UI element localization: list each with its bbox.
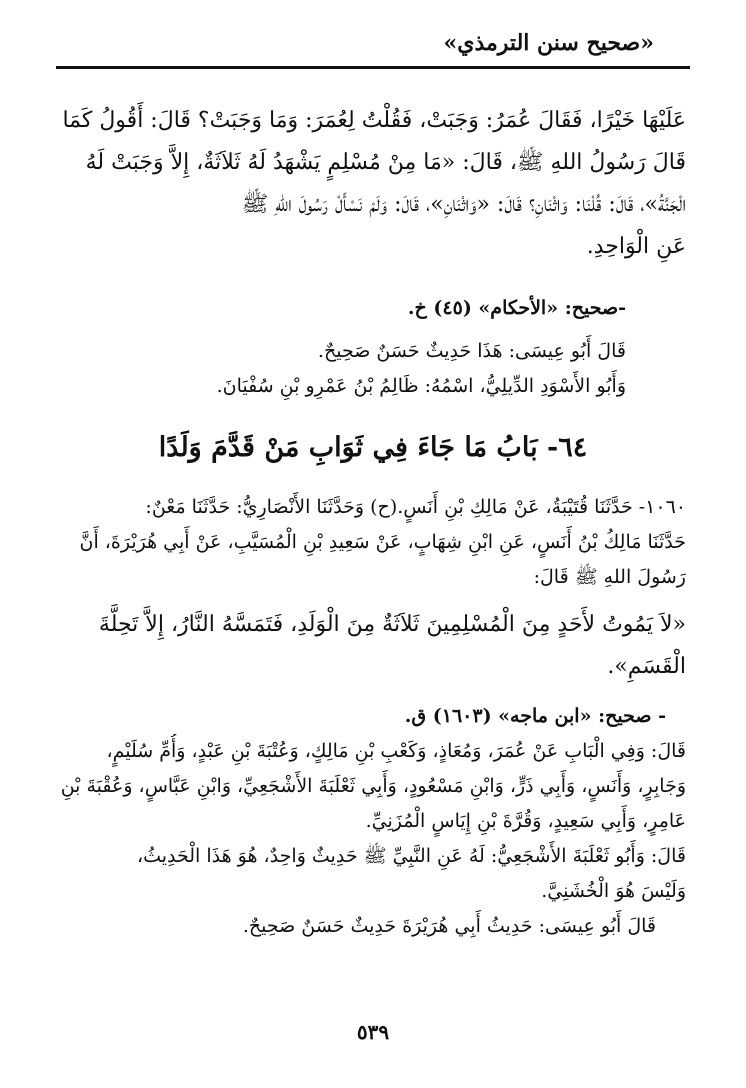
page-number: ٥٣٩ — [356, 1020, 390, 1044]
author-comment — [60, 734, 686, 944]
author-comment — [60, 334, 686, 404]
hadith-matn — [60, 604, 686, 688]
text-line: قَالَ رَسُولُ اللهِ ﷺ، قَالَ: «مَا مِنْ مُسْلِمٍ يَشْهَدُ لَهُ ثَلاَثَةٌ، إِلاَّ وَجَبَتْ لَهُ — [85, 150, 686, 175]
hadith-isnad — [60, 490, 686, 595]
comment-line: عَامِرٍ، وَأَبِي سَعِيدٍ، وَقُرَّةَ بْنِ إِيَاسٍ الْمُزَنِيِّ. — [365, 810, 686, 832]
text-line: الْجَنَّةُ»، قَالَ: قُلْنَا: وَاثْنَانِ؟ قَالَ: «وَاثْنَانِ»، قَالَ: وَلَمْ نَسْأَلْ رَسُولَ اللهِ ﷺ — [241, 192, 686, 217]
comment-line: قَالَ أَبُو عِيسَى: حَدِيثُ أَبِي هُرَيْرَةَ حَدِيثٌ حَسَنٌ صَحِيحٌ. — [242, 915, 656, 937]
chapter-heading: ٦٤- بَابُ مَا جَاءَ فِي ثَوَابِ مَنْ قَدَّمَ وَلَدًا — [158, 432, 588, 463]
isnad-line: ١٠٦٠- حَدَّثَنَا قُتَيْبَةُ، عَنْ مَالِكِ بْنِ أَنَسٍ.(ح) وَحَدَّثَنَا الأَنْصَارِيُّ: حَدَّثَنَا مَعْنٌ: — [145, 496, 686, 518]
isnad-line: رَسُولَ اللهِ ﷺ قَالَ: — [533, 566, 686, 588]
comment-line: قَالَ: وَفِي الْبَابِ عَنْ عُمَرَ، وَمُعَاذٍ، وَكَعْبِ بْنِ مَالِكٍ، وَعُتْبَةَ بْنِ عَبْدٍ، وَأُمِّ سُلَيْمٍ، — [106, 740, 686, 762]
comment-line: قَالَ: وَأَبُو ثَعْلَبَةَ الأَشْجَعِيُّ: لَهُ عَنِ النَّبِيِّ ﷺ حَدِيثٌ وَاحِدٌ، هُوَ هَذَا الْحَدِيثُ، — [136, 845, 686, 867]
grade-note: -صحيح: «الأحكام» (٤٥) خ. — [407, 297, 626, 319]
hadith-continuation-text — [60, 100, 686, 268]
isnad-line: حَدَّثَنَا مَالِكُ بْنُ أَنَسٍ، عَنِ ابْنِ شِهَابٍ، عَنْ سَعِيدِ بْنِ الْمُسَيَّبِ، عَنْ أَبِي هُرَيْرَةَ، أَنَّ — [79, 531, 686, 553]
header-rule — [56, 66, 690, 69]
running-header-title: «صحيح سنن الترمذي» — [443, 30, 654, 56]
matn-line: «لاَ يَمُوتُ لأَحَدٍ مِنَ الْمُسْلِمِينَ ثَلاَثَةٌ مِنَ الْوَلَدِ، فَتَمَسَّهُ النَّارُ، إِلاَّ تَحِلَّةَ — [98, 612, 686, 637]
grade-note: - صحيح: «ابن ماجه» (١٦٠٣) ق. — [404, 705, 666, 727]
comment-line: وَأَبُو الأَسْوَدِ الدِّيلِيُّ، اسْمُهُ: ظَالِمُ بْنُ عَمْرِو بْنِ سُفْيَانَ. — [216, 375, 626, 397]
matn-line: الْقَسَمِ». — [607, 654, 686, 679]
comment-line: وَجَابِرٍ، وَأَنَسٍ، وَأَبِي ذَرٍّ، وَابْنِ مَسْعُودٍ، وَأَبِي ثَعْلَبَةَ الأَشْجَعِيِّ، وَابْنِ عَبَّاسٍ، وَعُقْبَةَ بْنِ — [60, 775, 686, 797]
text-line: عَلَيْهَا خَيْرًا، فَقَالَ عُمَرُ: وَجَبَتْ، فَقُلْتُ لِعُمَرَ: وَمَا وَجَبَتْ؟ قَالَ: أَقُولُ كَمَا — [62, 108, 686, 133]
text-line: عَنِ الْوَاحِدِ. — [586, 234, 686, 259]
comment-line: وَلَيْسَ هُوَ الْخُشَنِيَّ. — [541, 880, 686, 902]
comment-line: قَالَ أَبُو عِيسَى: هَذَا حَدِيثٌ حَسَنٌ صَحِيحٌ. — [317, 340, 626, 362]
